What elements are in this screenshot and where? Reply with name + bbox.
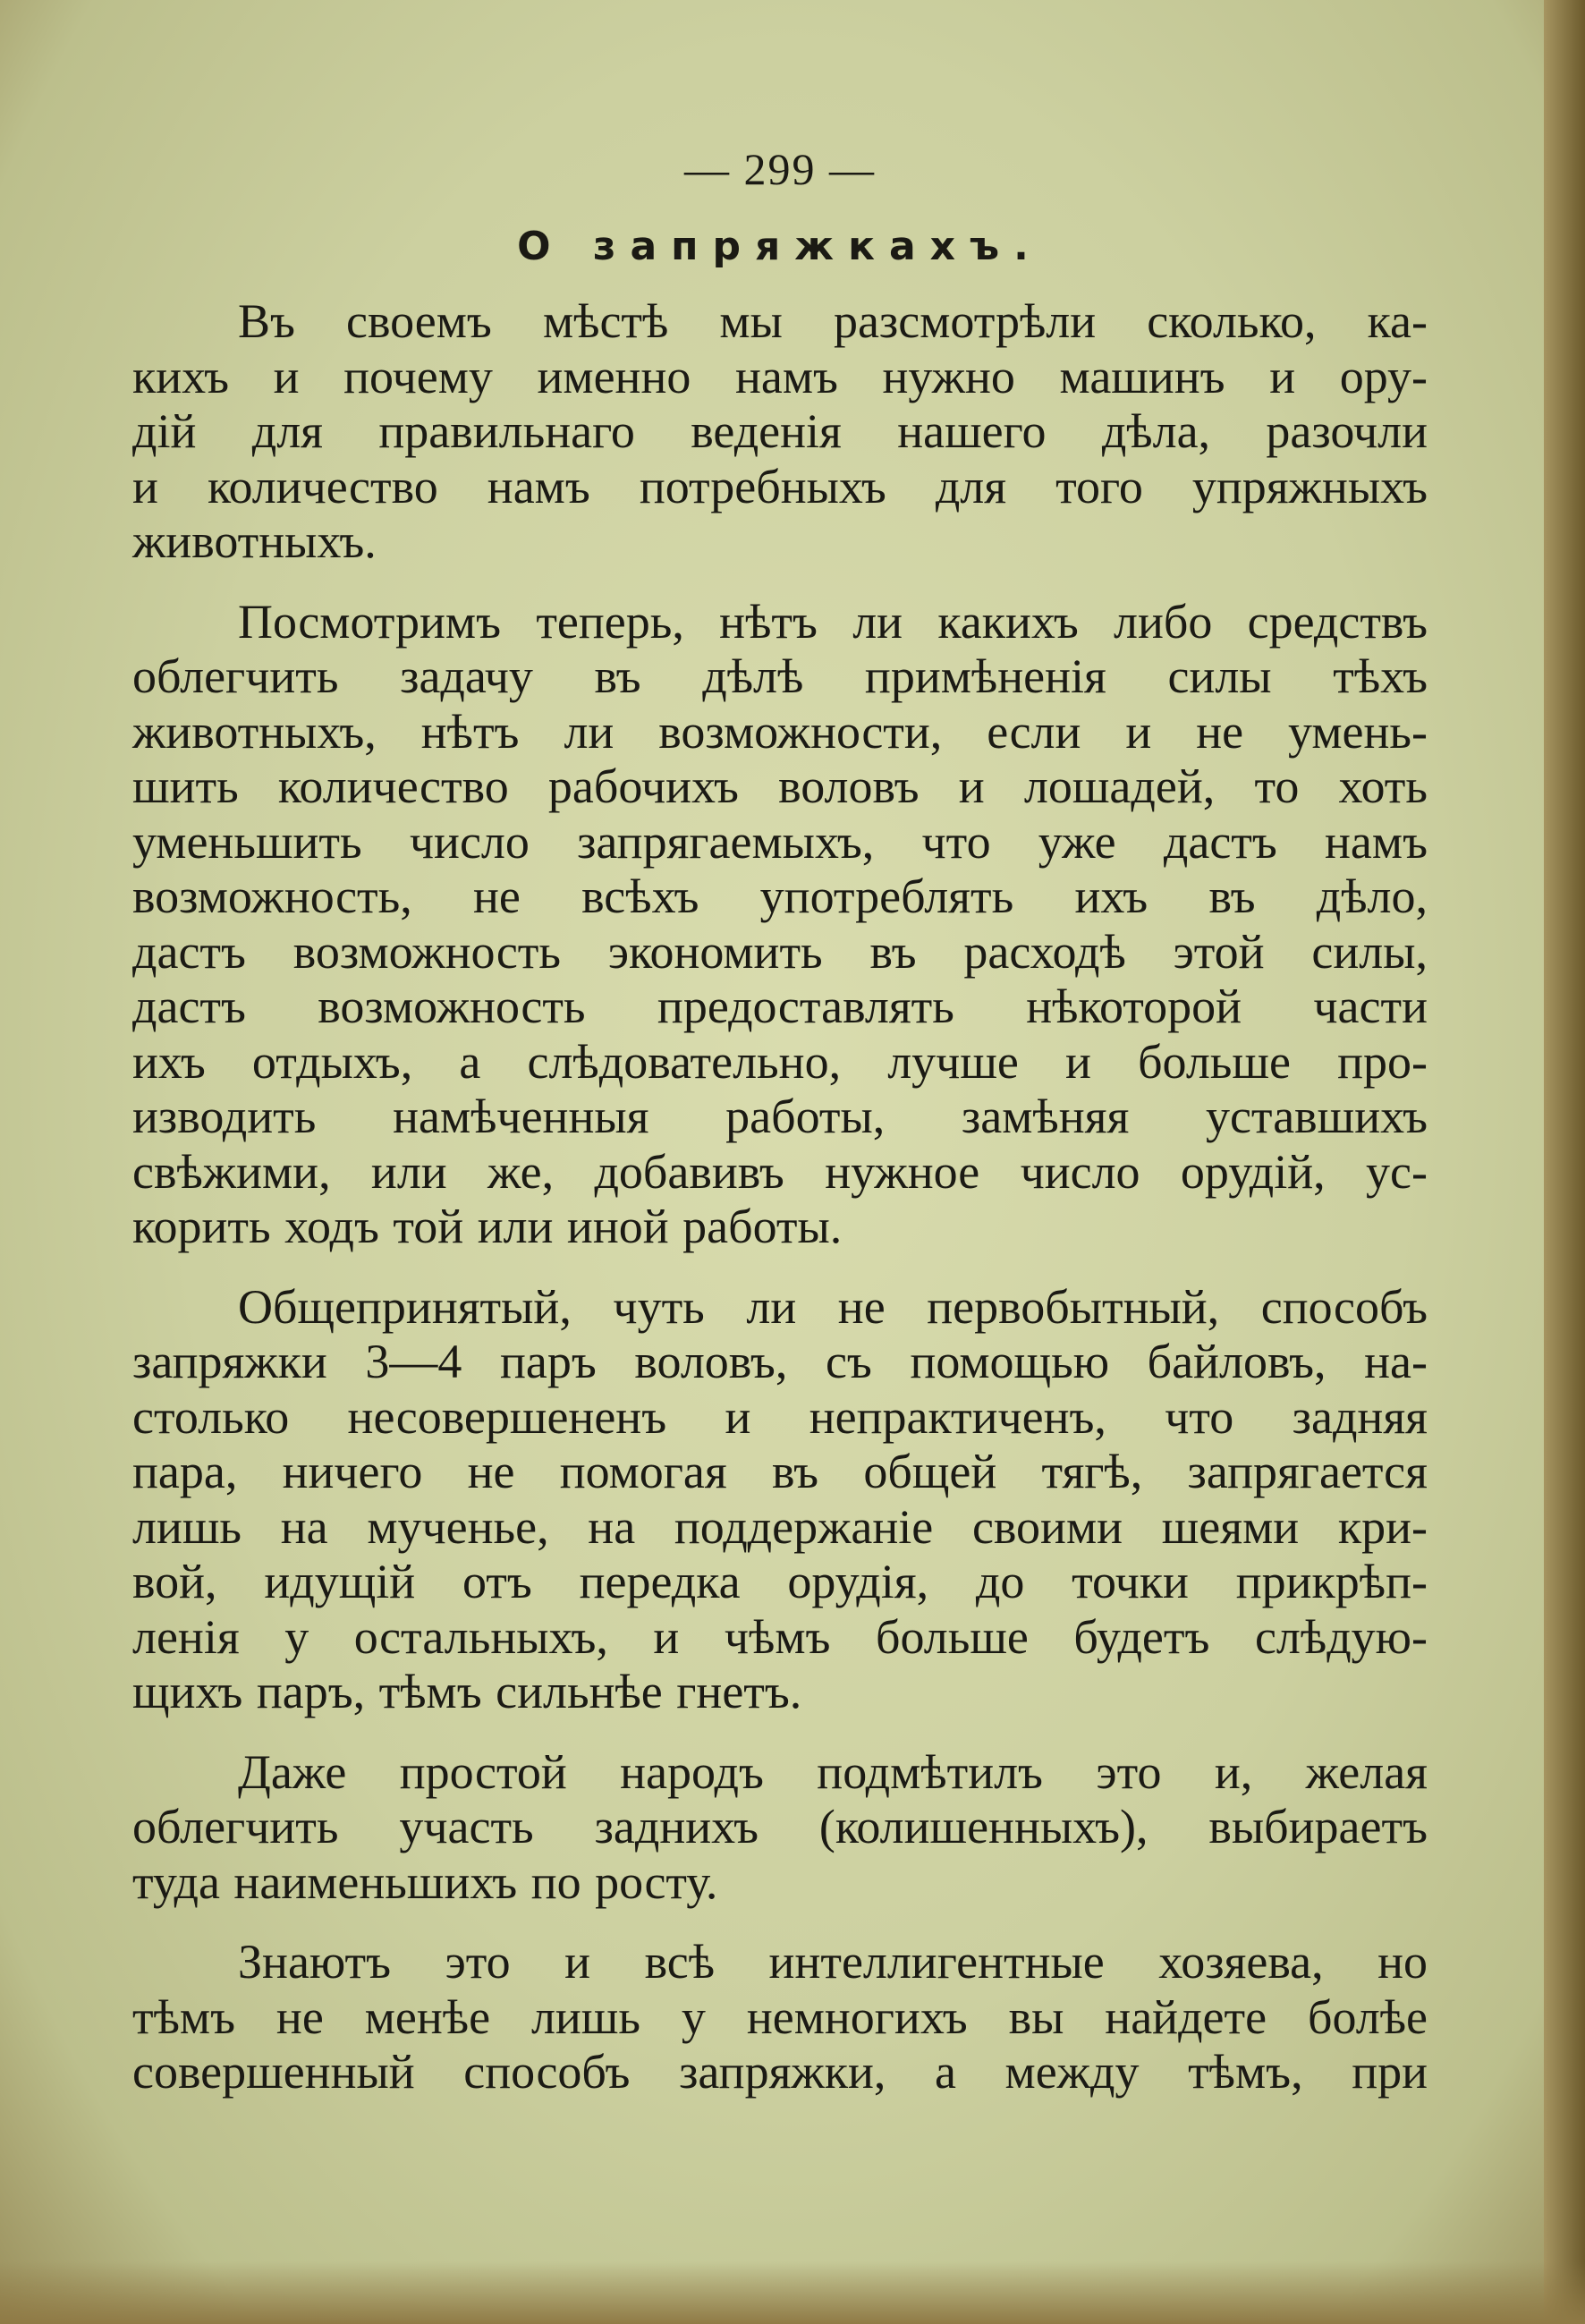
text-line: дастъ возможность экономить въ расходѣ этой силы, <box>132 924 1428 979</box>
text-line: щихъ паръ, тѣмъ сильнѣе гнетъ. <box>132 1665 802 1718</box>
text-line: корить ходъ той или иной работы. <box>132 1200 843 1253</box>
text-line: животныхъ, нѣтъ ли возможности, если и не умень- <box>132 704 1428 759</box>
text-line: Посмотримъ теперь, нѣтъ ли какихъ либо средствъ <box>238 594 1428 649</box>
paragraph-5 <box>132 1935 1428 2100</box>
text-line: животныхъ. <box>132 514 377 568</box>
text-line: изводить намѣченныя работы, замѣняя уставшихъ <box>132 1090 1428 1143</box>
text-line: столько несовершененъ и непрактиченъ, что задняя <box>132 1389 1428 1444</box>
paragraph-3 <box>132 1280 1428 1720</box>
text-line: тѣмъ не менѣе лишь у немногихъ вы найдете болѣе <box>132 1989 1428 2044</box>
text-line: Общепринятый, чуть ли не первобытный, способъ <box>238 1279 1428 1334</box>
text-line: кихъ и почему именно намъ нужно машинъ и ору- <box>132 349 1428 403</box>
text-line: возможность, не всѣхъ употреблять ихъ въ дѣло, <box>132 869 1428 923</box>
text-line: туда наименьшихъ по росту. <box>132 1854 718 1909</box>
text-line: ихъ отдыхъ, а слѣдовательно, лучше и больше про- <box>132 1034 1428 1089</box>
text-line: Знаютъ это и всѣ интеллигентные хозяева, но <box>238 1935 1428 1989</box>
text-line: лишь на мученье, на поддержаніе своими шеями кри- <box>132 1499 1428 1554</box>
text-line: облегчить участь заднихъ (колишенныхъ), выбираетъ <box>132 1800 1428 1853</box>
page-number: — 299 — <box>684 144 876 194</box>
text-line: дастъ возможность предоставлять нѣкоторой части <box>132 980 1428 1033</box>
page-edge-shadow <box>1544 0 1585 2324</box>
paragraph-4 <box>132 1745 1428 1911</box>
text-line: дій для правильнаго веденія нашего дѣла, разочли <box>132 404 1428 458</box>
page-bottom-shadow <box>0 2261 1585 2324</box>
text-line: уменьшить число запрягаемыхъ, что уже дастъ намъ <box>132 814 1428 869</box>
text-line: ленія у остальныхъ, и чѣмъ больше будетъ слѣдую- <box>132 1609 1428 1664</box>
text-line: совершенный способъ запряжки, а между тѣмъ, при <box>132 2045 1428 2099</box>
page-body <box>132 143 1428 2125</box>
text-line: шить количество рабочихъ воловъ и лошадей, то хоть <box>132 759 1428 813</box>
text-line: пара, ничего не помогая въ общей тягѣ, запрягается <box>132 1445 1428 1498</box>
text-line: свѣжими, или же, добавивъ нужное число орудій, ус- <box>132 1144 1428 1199</box>
text-line: облегчить задачу въ дѣлѣ примѣненія силы тѣхъ <box>132 649 1428 703</box>
paragraph-1 <box>132 294 1428 570</box>
text-line: запряжки 3—4 паръ воловъ, съ помощью байловъ, на- <box>132 1335 1428 1388</box>
paragraph-2 <box>132 595 1428 1255</box>
text-line: и количество намъ потребныхъ для того упряжныхъ <box>132 459 1428 513</box>
text-line: вой, идущій отъ передка орудія, до точки прикрѣп- <box>132 1555 1428 1608</box>
text-line: Въ своемъ мѣстѣ мы разсмотрѣли сколько, ка- <box>238 294 1428 348</box>
chapter-title: О запряжкахъ. <box>517 224 1043 269</box>
text-line: Даже простой народъ подмѣтилъ это и, желая <box>238 1744 1428 1799</box>
